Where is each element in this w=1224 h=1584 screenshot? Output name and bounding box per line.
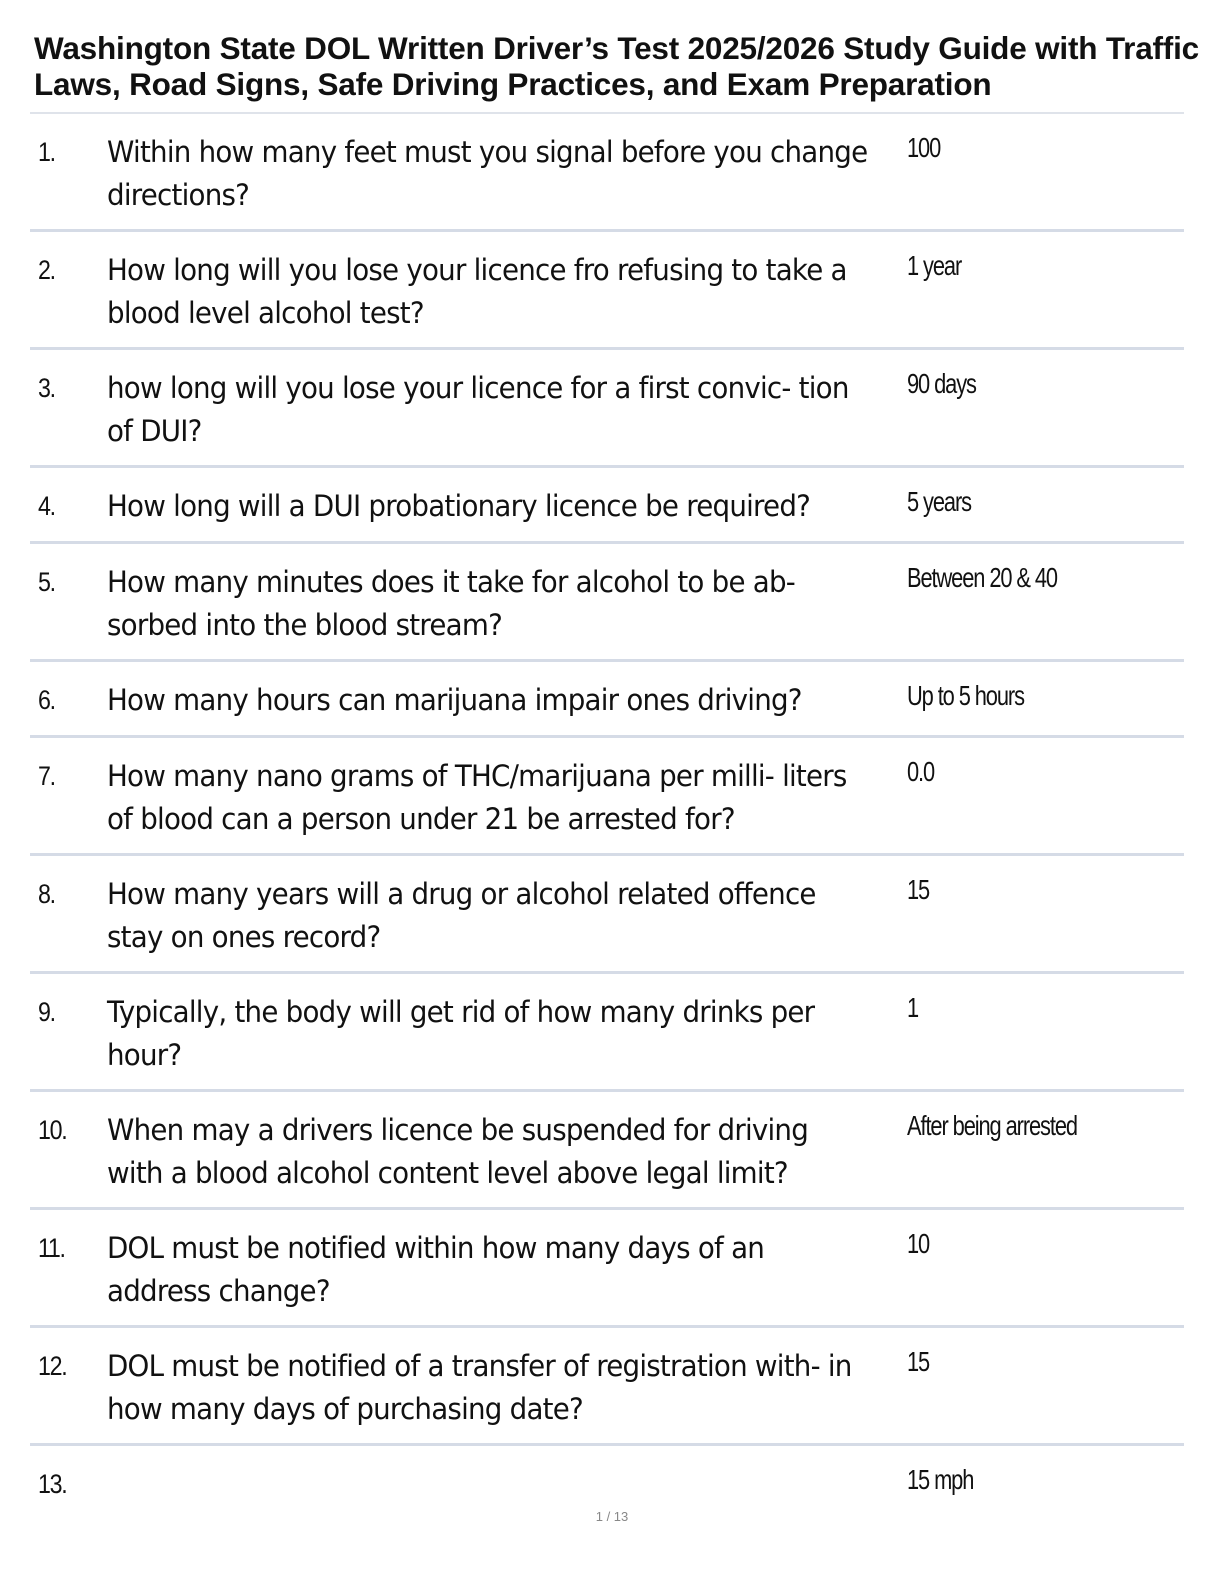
answer-text: 15 mph (907, 1464, 974, 1495)
qa-row (30, 350, 1184, 468)
item-number: 12. (38, 1351, 67, 1381)
answer-text: 5 years (907, 486, 971, 517)
item-number: 13. (38, 1469, 67, 1499)
item-number: 6. (38, 685, 55, 715)
question-text: When may a drivers licence be suspended for driving with a blood alcohol content level above legal limit? (107, 1113, 809, 1190)
item-number: 11. (38, 1233, 65, 1263)
question-text: how long will you lose your licence for a first convic- tion of DUI? (107, 371, 849, 448)
qa-row (30, 468, 1184, 544)
item-number: 9. (38, 997, 55, 1027)
item-number: 1. (38, 137, 55, 167)
qa-row (30, 1328, 1184, 1446)
qa-row (30, 662, 1184, 738)
answer-text: 15 (907, 1346, 930, 1377)
answer-text: 15 (907, 874, 930, 905)
question-text: Typically, the body will get rid of how many drinks per hour? (107, 995, 815, 1072)
question-answer-list (30, 114, 1184, 1526)
answer-text: 1 (907, 992, 919, 1023)
qa-row (30, 738, 1184, 856)
answer-text: 1 year (907, 250, 962, 281)
qa-row (30, 544, 1184, 662)
item-number: 4. (38, 491, 55, 521)
answer-text: 100 (907, 132, 941, 163)
page-indicator: 1 / 13 (595, 1509, 629, 1524)
item-number: 3. (38, 373, 55, 403)
document-title: Washington State DOL Written Driver’s Test 2025/2026 Study Guide with Traffic Laws, Road Signs, Safe Driving Practices, and Exam Preparation (34, 30, 1199, 102)
question-text: How long will you lose your licence fro refusing to take a blood level alcohol test? (107, 253, 847, 330)
answer-text: Up to 5 hours (907, 680, 1024, 711)
item-number: 2. (38, 255, 55, 285)
item-number: 8. (38, 879, 55, 909)
question-text: How many hours can marijuana impair ones driving? (107, 683, 802, 717)
item-number: 5. (38, 567, 55, 597)
item-number: 10. (38, 1115, 67, 1145)
question-text: How many minutes does it take for alcohol to be ab- sorbed into the blood stream? (107, 565, 796, 642)
answer-text: After being arrested (907, 1110, 1077, 1141)
qa-row (30, 114, 1184, 232)
question-text: Within how many feet must you signal before you change directions? (107, 135, 868, 212)
answer-text: 90 days (907, 368, 976, 399)
question-text: DOL must be notified within how many days of an address change? (107, 1231, 765, 1308)
answer-text: Between 20 & 40 (907, 562, 1057, 593)
qa-row (30, 1210, 1184, 1328)
qa-row (30, 856, 1184, 974)
qa-row (30, 974, 1184, 1092)
item-number: 7. (38, 761, 55, 791)
qa-row (30, 1092, 1184, 1210)
question-text: DOL must be notified of a transfer of registration with- in how many days of purchasing date? (107, 1349, 852, 1426)
answer-text: 10 (907, 1228, 930, 1259)
question-text: How many nano grams of THC/marijuana per milli- liters of blood can a person under 21 be arrested for? (107, 759, 847, 836)
question-text: How long will a DUI probationary licence be required? (107, 489, 811, 523)
answer-text: 0.0 (907, 756, 935, 787)
question-text: How many years will a drug or alcohol related offence stay on ones record? (107, 877, 816, 954)
qa-row (30, 232, 1184, 350)
